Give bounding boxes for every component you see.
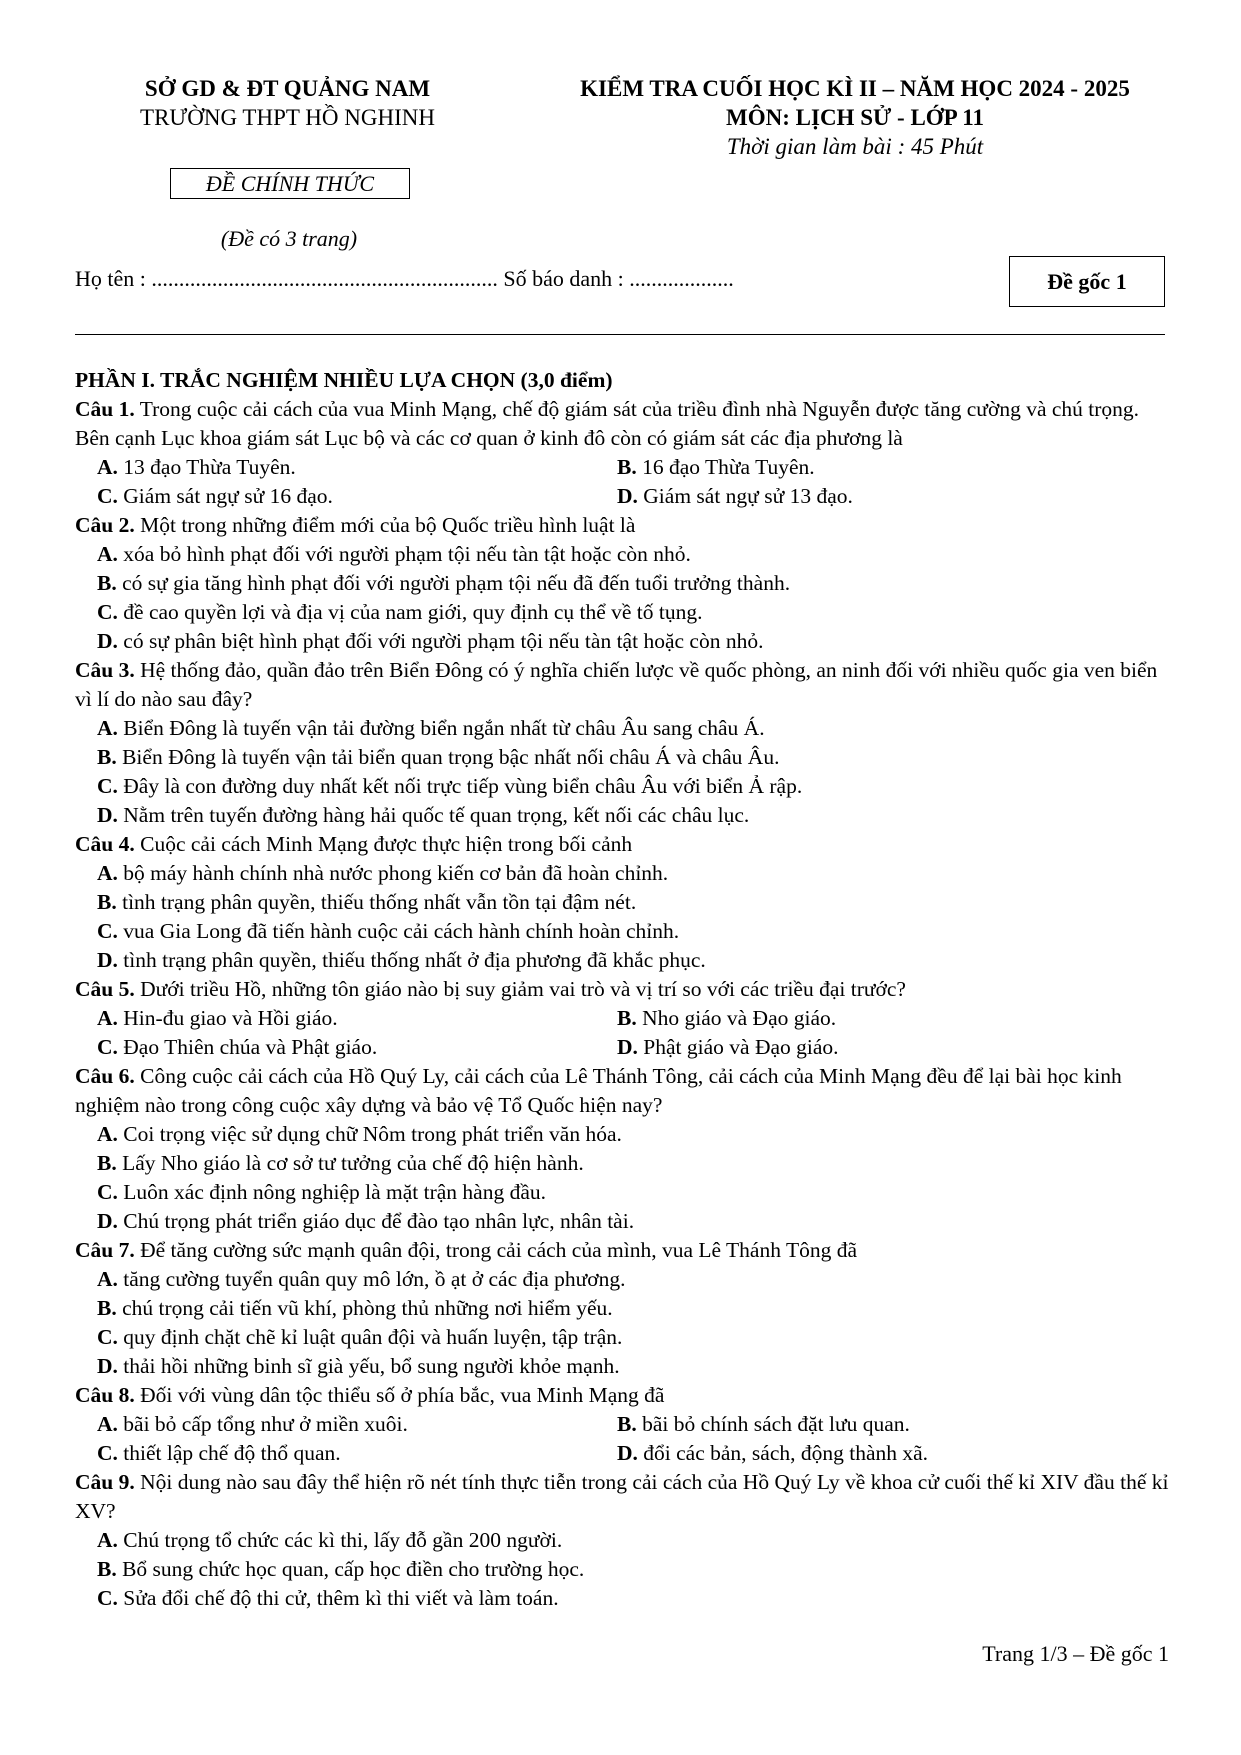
answer-options xyxy=(75,1410,1170,1468)
question-9 xyxy=(75,1468,1170,1613)
option-label: A. xyxy=(97,455,118,479)
answer-option xyxy=(97,1410,617,1439)
option-text: 13 đạo Thừa Tuyên. xyxy=(117,455,296,479)
option-text: Phật giáo và Đạo giáo. xyxy=(637,1035,839,1059)
answer-option xyxy=(97,482,617,511)
answer-options xyxy=(75,1120,1170,1236)
question-text: Nội dung nào sau đây thể hiện rõ nét tính thực tiễn trong cải cách của Hồ Quý Ly về khoa cử cuối thế kỉ XIV đầu thế kỉ XV? xyxy=(75,1470,1169,1523)
question-5 xyxy=(75,975,1170,1062)
option-label: A. xyxy=(97,861,118,885)
option-label: A. xyxy=(97,716,118,740)
exam-code-box: Đề gốc 1 xyxy=(1009,256,1165,307)
option-text: Luôn xác định nông nghiệp là mặt trận hàng đầu. xyxy=(117,1180,547,1204)
answer-options xyxy=(75,1004,1170,1062)
question-stem xyxy=(75,830,1170,859)
answer-option xyxy=(97,1323,1170,1352)
option-text: Giám sát ngự sử 16 đạo. xyxy=(117,484,333,508)
option-label: C. xyxy=(97,1441,118,1465)
exam-content xyxy=(75,366,1170,1613)
option-text: tình trạng phân quyền, thiếu thống nhất ở địa phương đã khắc phục. xyxy=(117,948,706,972)
question-1 xyxy=(75,395,1170,511)
question-number: Câu 7. xyxy=(75,1238,135,1262)
answer-options xyxy=(75,453,1170,511)
page-count-note: (Đề có 3 trang) xyxy=(220,226,358,251)
exam-header xyxy=(535,74,1175,161)
option-text: chú trọng cải tiến vũ khí, phòng thủ những nơi hiểm yếu. xyxy=(116,1296,613,1320)
subject-title: MÔN: LỊCH SỬ - LỚP 11 xyxy=(726,105,984,130)
option-label: A. xyxy=(97,1412,118,1436)
option-label: D. xyxy=(97,803,118,827)
answer-option xyxy=(617,453,1137,482)
page-footer: Trang 1/3 – Đề gốc 1 xyxy=(982,1641,1169,1666)
option-text: xóa bỏ hình phạt đối với người phạm tội nếu tàn tật hoặc còn nhỏ. xyxy=(117,542,691,566)
answer-option xyxy=(617,482,1137,511)
answer-option xyxy=(97,1149,1170,1178)
answer-options xyxy=(75,1265,1170,1381)
answer-option xyxy=(617,1004,1137,1033)
option-text: Lấy Nho giáo là cơ sở tư tưởng của chế độ hiện hành. xyxy=(116,1151,584,1175)
question-number: Câu 9. xyxy=(75,1470,135,1494)
question-stem xyxy=(75,975,1170,1004)
question-stem xyxy=(75,1236,1170,1265)
option-label: B. xyxy=(97,1296,117,1320)
option-text: bộ máy hành chính nhà nước phong kiến cơ bản đã hoàn chỉnh. xyxy=(117,861,669,885)
option-label: C. xyxy=(97,1035,118,1059)
option-text: quy định chặt chẽ kỉ luật quân đội và huấn luyện, tập trận. xyxy=(117,1325,623,1349)
question-3 xyxy=(75,656,1170,830)
option-text: Nằm trên tuyến đường hàng hải quốc tế quan trọng, kết nối các châu lục. xyxy=(117,803,750,827)
answer-options xyxy=(75,859,1170,975)
answer-option xyxy=(97,627,1170,656)
option-label: D. xyxy=(97,629,118,653)
section-title: PHẦN I. TRẮC NGHIỆM NHIỀU LỰA CHỌN (3,0 điểm) xyxy=(75,368,613,392)
option-text: Chú trọng phát triển giáo dục để đào tạo nhân lực, nhân tài. xyxy=(117,1209,635,1233)
question-text: Dưới triều Hồ, những tôn giáo nào bị suy giảm vai trò và vị trí so với các triều đại trước? xyxy=(134,977,906,1001)
answer-option xyxy=(617,1033,1137,1062)
header-divider xyxy=(75,334,1165,335)
option-label: A. xyxy=(97,1267,118,1291)
answer-options xyxy=(75,714,1170,830)
option-text: Hin-đu giao và Hồi giáo. xyxy=(117,1006,338,1030)
question-text: Hệ thống đảo, quần đảo trên Biển Đông có ý nghĩa chiến lược về quốc phòng, an ninh đối với nhiều quốc gia ven biển vì lí do nào sau đây? xyxy=(75,658,1158,711)
question-text: Cuộc cải cách Minh Mạng được thực hiện trong bối cảnh xyxy=(134,832,633,856)
question-number: Câu 5. xyxy=(75,977,135,1001)
question-stem xyxy=(75,395,1170,453)
option-text: vua Gia Long đã tiến hành cuộc cải cách hành chính hoàn chỉnh. xyxy=(117,919,680,943)
answer-option xyxy=(97,801,1170,830)
answer-option xyxy=(97,1352,1170,1381)
option-text: Đây là con đường duy nhất kết nối trực tiếp vùng biển châu Âu với biển Ả rập. xyxy=(117,774,803,798)
option-label: A. xyxy=(97,542,118,566)
time-limit: Thời gian làm bài : 45 Phút xyxy=(726,134,984,159)
question-6 xyxy=(75,1062,1170,1236)
question-text: Trong cuộc cải cách của vua Minh Mạng, chế độ giám sát của triều đình nhà Nguyễn được tăng cường và chú trọng. Bên cạnh Lục khoa giám sát Lục bộ và các cơ quan ở kinh đô còn có giám sát các địa phương là xyxy=(75,397,1140,450)
option-label: D. xyxy=(617,1441,638,1465)
option-text: tăng cường tuyển quân quy mô lớn, ồ ạt ở các địa phương. xyxy=(117,1267,626,1291)
school-name: TRƯỜNG THPT HỒ NGHINH xyxy=(140,105,435,130)
option-label: C. xyxy=(97,1180,118,1204)
option-label: C. xyxy=(97,600,118,624)
question-7 xyxy=(75,1236,1170,1381)
option-label: B. xyxy=(97,745,117,769)
question-stem xyxy=(75,1062,1170,1120)
option-label: B. xyxy=(97,571,117,595)
option-label: B. xyxy=(97,1151,117,1175)
question-number: Câu 8. xyxy=(75,1383,135,1407)
option-text: Nho giáo và Đạo giáo. xyxy=(636,1006,837,1030)
option-label: B. xyxy=(97,1557,117,1581)
answer-option xyxy=(97,569,1170,598)
answer-option xyxy=(97,453,617,482)
answer-option xyxy=(617,1439,1137,1468)
option-text: Biển Đông là tuyến vận tải biển quan trọng bậc nhất nối châu Á và châu Âu. xyxy=(116,745,780,769)
option-text: có sự gia tăng hình phạt đối với người phạm tội nếu đã đến tuổi trưởng thành. xyxy=(116,571,791,595)
question-text: Đối với vùng dân tộc thiểu số ở phía bắc, vua Minh Mạng đã xyxy=(134,1383,665,1407)
student-info-line: Họ tên : ............................................................... Số báo danh : ................... xyxy=(75,266,734,291)
question-stem xyxy=(75,656,1170,714)
option-label: A. xyxy=(97,1122,118,1146)
option-label: A. xyxy=(97,1006,118,1030)
answer-option xyxy=(97,1526,1170,1555)
question-text: Để tăng cường sức mạnh quân đội, trong cải cách của mình, vua Lê Thánh Tông đã xyxy=(134,1238,857,1262)
official-exam-box: ĐỀ CHÍNH THỨC xyxy=(170,168,410,199)
exam-title: KIỂM TRA CUỐI HỌC KÌ II – NĂM HỌC 2024 - 2025 xyxy=(580,76,1130,101)
question-stem xyxy=(75,1381,1170,1410)
answer-option xyxy=(97,772,1170,801)
option-label: C. xyxy=(97,774,118,798)
answer-option xyxy=(97,1120,1170,1149)
answer-option xyxy=(97,1265,1170,1294)
answer-option xyxy=(97,1033,617,1062)
answer-option xyxy=(97,1294,1170,1323)
answer-option xyxy=(97,1439,617,1468)
option-label: A. xyxy=(97,1528,118,1552)
question-text: Một trong những điểm mới của bộ Quốc triều hình luật là xyxy=(134,513,636,537)
option-text: Chú trọng tổ chức các kì thi, lấy đỗ gần 200 người. xyxy=(117,1528,563,1552)
option-text: 16 đạo Thừa Tuyên. xyxy=(636,455,815,479)
option-text: đề cao quyền lợi và địa vị của nam giới, quy định cụ thể về tố tụng. xyxy=(117,600,703,624)
option-label: C. xyxy=(97,484,118,508)
answer-option xyxy=(97,859,1170,888)
option-text: Sửa đổi chế độ thi cử, thêm kì thi viết và làm toán. xyxy=(117,1586,559,1610)
question-number: Câu 6. xyxy=(75,1064,135,1088)
option-text: đổi các bản, sách, động thành xã. xyxy=(637,1441,929,1465)
question-number: Câu 2. xyxy=(75,513,135,537)
question-stem xyxy=(75,1468,1170,1526)
option-label: C. xyxy=(97,1586,118,1610)
answer-option xyxy=(617,1410,1137,1439)
option-label: D. xyxy=(97,948,118,972)
answer-option xyxy=(97,1004,617,1033)
question-number: Câu 1. xyxy=(75,397,135,421)
option-label: B. xyxy=(617,1412,637,1436)
option-text: thiết lập chế độ thổ quan. xyxy=(117,1441,341,1465)
option-label: B. xyxy=(617,1006,637,1030)
option-label: B. xyxy=(617,455,637,479)
answer-options xyxy=(75,1526,1170,1613)
answer-options xyxy=(75,540,1170,656)
question-number: Câu 4. xyxy=(75,832,135,856)
option-label: C. xyxy=(97,1325,118,1349)
option-label: D. xyxy=(97,1209,118,1233)
answer-option xyxy=(97,1555,1170,1584)
option-label: C. xyxy=(97,919,118,943)
question-2 xyxy=(75,511,1170,656)
option-text: Đạo Thiên chúa và Phật giáo. xyxy=(117,1035,378,1059)
answer-option xyxy=(97,1584,1170,1613)
answer-option xyxy=(97,1207,1170,1236)
option-text: Coi trọng việc sử dụng chữ Nôm trong phát triển văn hóa. xyxy=(117,1122,622,1146)
option-text: Giám sát ngự sử 13 đạo. xyxy=(637,484,853,508)
option-label: D. xyxy=(617,484,638,508)
option-text: bãi bỏ cấp tổng như ở miền xuôi. xyxy=(117,1412,408,1436)
option-text: tình trạng phân quyền, thiếu thống nhất vẫn tồn tại đậm nét. xyxy=(116,890,637,914)
option-label: D. xyxy=(617,1035,638,1059)
answer-option xyxy=(97,714,1170,743)
option-text: Biển Đông là tuyến vận tải đường biển ngắn nhất từ châu Âu sang châu Á. xyxy=(117,716,765,740)
option-text: có sự phân biệt hình phạt đối với người phạm tội nếu tàn tật hoặc còn nhỏ. xyxy=(117,629,764,653)
answer-option xyxy=(97,1178,1170,1207)
answer-option xyxy=(97,598,1170,627)
question-text: Công cuộc cải cách của Hồ Quý Ly, cải cách của Lê Thánh Tông, cải cách của Minh Mạng đều để lại bài học kinh nghiệm nào trong công cuộc xây dựng và bảo vệ Tổ Quốc hiện nay? xyxy=(75,1064,1122,1117)
answer-option xyxy=(97,888,1170,917)
answer-option xyxy=(97,743,1170,772)
option-label: D. xyxy=(97,1354,118,1378)
answer-option xyxy=(97,540,1170,569)
question-4 xyxy=(75,830,1170,975)
department-name: SỞ GD & ĐT QUẢNG NAM xyxy=(144,76,431,101)
option-text: thải hồi những binh sĩ già yếu, bổ sung người khỏe mạnh. xyxy=(117,1354,620,1378)
option-text: Bổ sung chức học quan, cấp học điền cho trường học. xyxy=(116,1557,585,1581)
answer-option xyxy=(97,917,1170,946)
question-number: Câu 3. xyxy=(75,658,135,682)
school-header xyxy=(115,74,460,132)
question-stem xyxy=(75,511,1170,540)
question-8 xyxy=(75,1381,1170,1468)
option-text: bãi bỏ chính sách đặt lưu quan. xyxy=(636,1412,910,1436)
option-label: B. xyxy=(97,890,117,914)
answer-option xyxy=(97,946,1170,975)
